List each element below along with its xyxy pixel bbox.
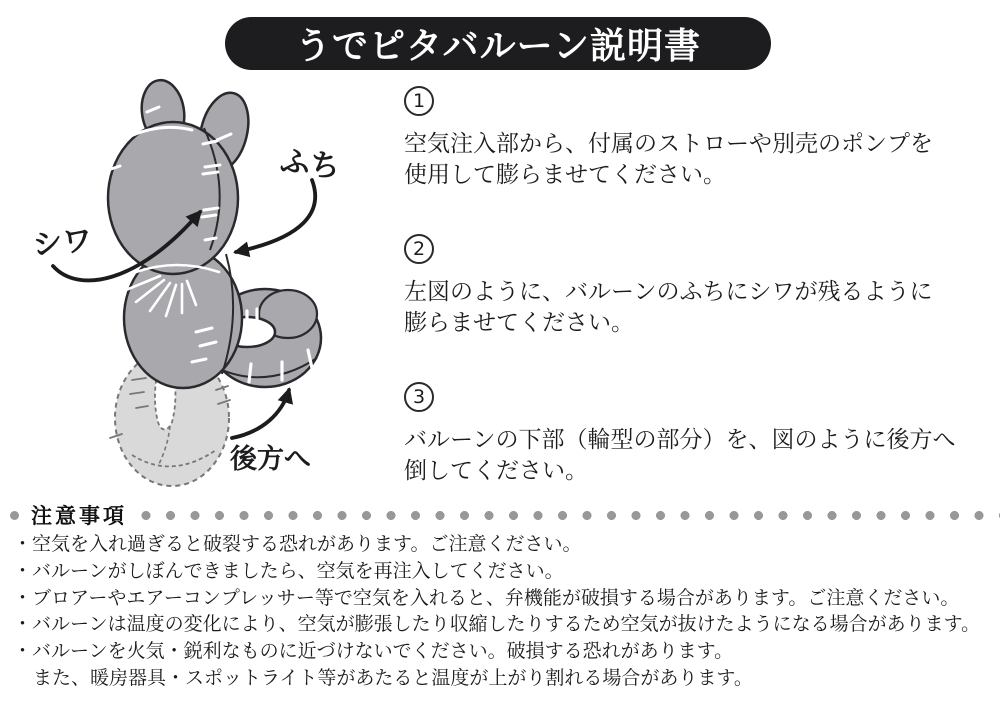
step-1-line-1: 空気注入部から、付属のストローや別売のポンプを: [404, 131, 933, 157]
notes-header: [10, 500, 1000, 530]
note-item: ・空気を入れ過ぎると破裂する恐れがあります。ご注意ください。: [13, 533, 582, 555]
step-2-line-1: 左図のように、バルーンのふちにシワが残るように: [404, 279, 933, 305]
backward-label: 後方へ: [230, 444, 311, 475]
bullet-dot-icon: [10, 511, 19, 520]
step-3-line-2: 倒してください。: [404, 458, 588, 484]
step-2-line-2: 膨らませてください。: [404, 310, 634, 336]
note-item: また、暖房器具・スポットライト等があたると温度が上がり割れる場合があります。: [33, 666, 753, 689]
edge-label: ふち: [278, 143, 342, 186]
note-item: ・バルーンを火気・鋭利なものに近づけないでください。破損する恐れがあります。: [13, 640, 734, 663]
page-title: うでピタバルーン説明書: [295, 26, 701, 67]
step-1-number: 1: [404, 86, 434, 116]
wrinkle-label: シワ: [31, 223, 94, 264]
balloon-illustration: [20, 70, 400, 500]
edge-arrow: [236, 180, 315, 252]
step-3-number: 3: [404, 382, 434, 412]
step-1: [404, 86, 996, 191]
notes-list: [13, 531, 1000, 692]
step-2-number: 2: [404, 234, 434, 264]
step-1-line-2: 使用して膨らませてください。: [404, 162, 726, 188]
step-2: [404, 234, 996, 339]
note-item: ・バルーンがしぼんできましたら、空気を再注入してください。: [13, 559, 564, 582]
dotted-divider: [141, 510, 1000, 521]
note-item: ・ブロアーやエアーコンプレッサー等で空気を入れると、弁機能が破損する場合があります。ご注意ください。: [13, 586, 960, 609]
notes-heading: 注意事項: [31, 504, 127, 528]
step-3-line-1: バルーンの下部（輪型の部分）を、図のように後方へ: [404, 427, 956, 453]
backward-arrow: [232, 390, 289, 438]
title-banner: [225, 17, 771, 70]
note-item: ・バルーンは温度の変化により、空気が膨張したり収縮したりするため空気が抜けたようになる場合があります。: [13, 613, 981, 636]
step-3: [404, 382, 996, 487]
